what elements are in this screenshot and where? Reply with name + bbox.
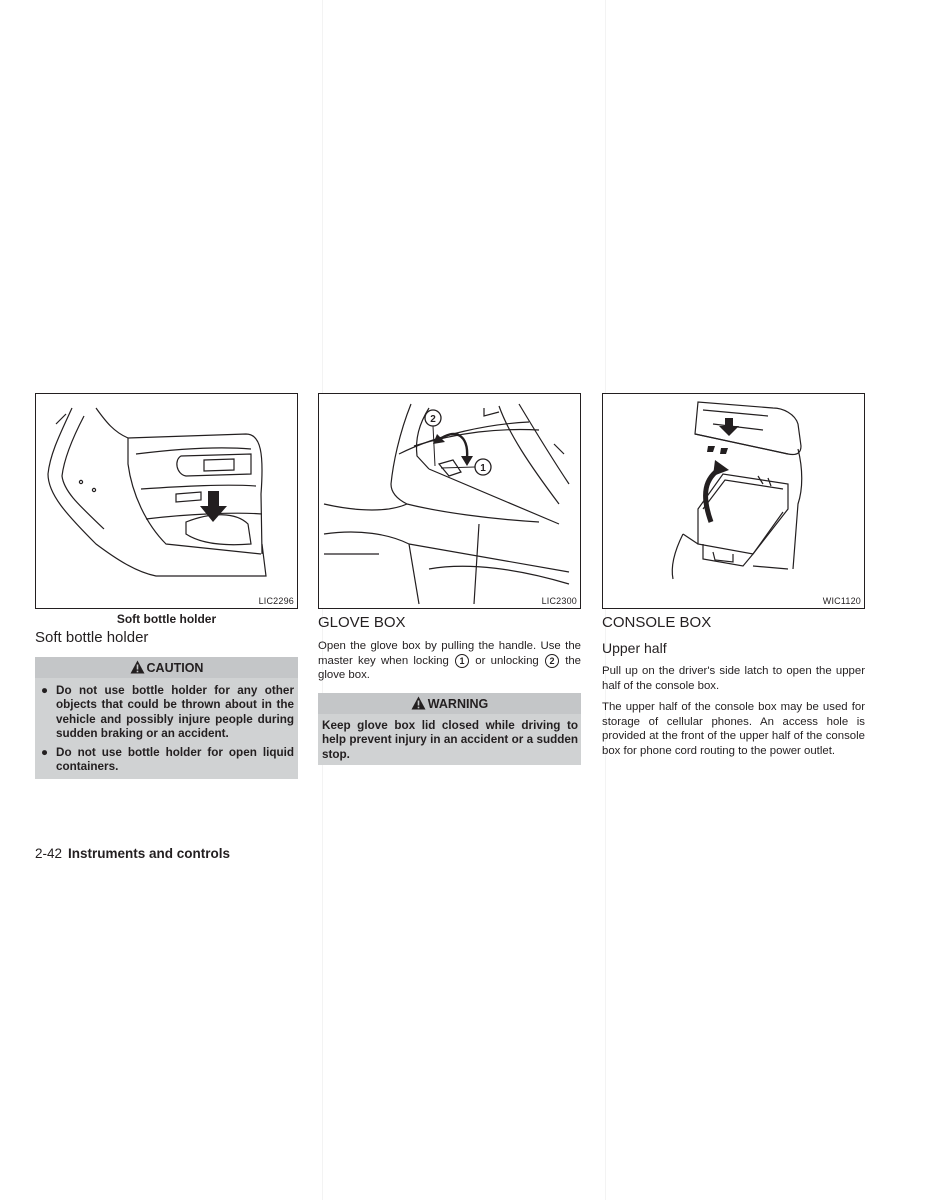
list-item [39, 746, 294, 775]
figure-code: LIC2300 [541, 596, 577, 606]
figure-caption: Soft bottle holder [116, 612, 217, 626]
caution-item-text: Do not use bottle holder for any other objects that could be thrown about in the vehicle and possibly injure people during sudden braking or an accident. [56, 684, 294, 741]
figure-label-2: 2 [430, 414, 436, 425]
section-subheading: Upper half [602, 640, 667, 656]
glove-box-figure [318, 393, 581, 609]
glove-box-illustration [319, 394, 580, 608]
marker-2-icon: 2 [545, 654, 559, 668]
figure-code: WIC1120 [822, 596, 861, 606]
body-text-part: the glove box. [318, 654, 582, 682]
page-footer [35, 846, 230, 861]
warning-title-bar [318, 693, 581, 714]
caution-list [35, 678, 298, 782]
body-text-part: Open the glove box by pulling the handle. Use the master key when locking [318, 640, 581, 667]
glove-box-paragraph [318, 639, 581, 683]
warning-box [318, 693, 581, 765]
caution-item-text: Do not use bottle holder for open liquid containers. [56, 745, 294, 774]
warning-title: WARNING [427, 697, 489, 711]
marker-1-icon: 1 [455, 654, 469, 668]
section-heading: CONSOLE BOX [602, 614, 712, 631]
door-panel-illustration [36, 394, 297, 608]
console-paragraph: Pull up on the driver's side latch to open the upper half of the console box. [602, 665, 865, 692]
footer-section-title: Instruments and controls [68, 846, 231, 861]
list-item [39, 684, 294, 742]
figure-label-1: 1 [480, 463, 486, 474]
caution-box [35, 657, 298, 779]
console-box-figure [602, 393, 865, 609]
bullet-icon: ● [41, 684, 49, 697]
warning-text: Keep glove box lid closed while driving to help prevent injury in an accident or a sudden stop. [322, 719, 578, 761]
page-number: 2-42 [35, 846, 63, 861]
console-paragraph: The upper half of the console box may be used for storage of cellular phones. An access hole is provided at the front of the upper half of the console box for phone cord routing to the power outlet. [602, 701, 865, 757]
console-box-illustration [603, 394, 864, 608]
caution-title-bar [35, 657, 298, 678]
warning-triangle-icon [411, 696, 426, 710]
figure-code: LIC2296 [258, 596, 294, 606]
section-heading: GLOVE BOX [318, 614, 406, 631]
body-text-part: or unlocking [475, 654, 539, 667]
soft-bottle-holder-figure [35, 393, 298, 609]
caution-title: CAUTION [146, 661, 204, 675]
warning-triangle-icon [130, 660, 145, 674]
section-heading: Soft bottle holder [35, 629, 149, 646]
bullet-icon: ● [41, 745, 49, 759]
